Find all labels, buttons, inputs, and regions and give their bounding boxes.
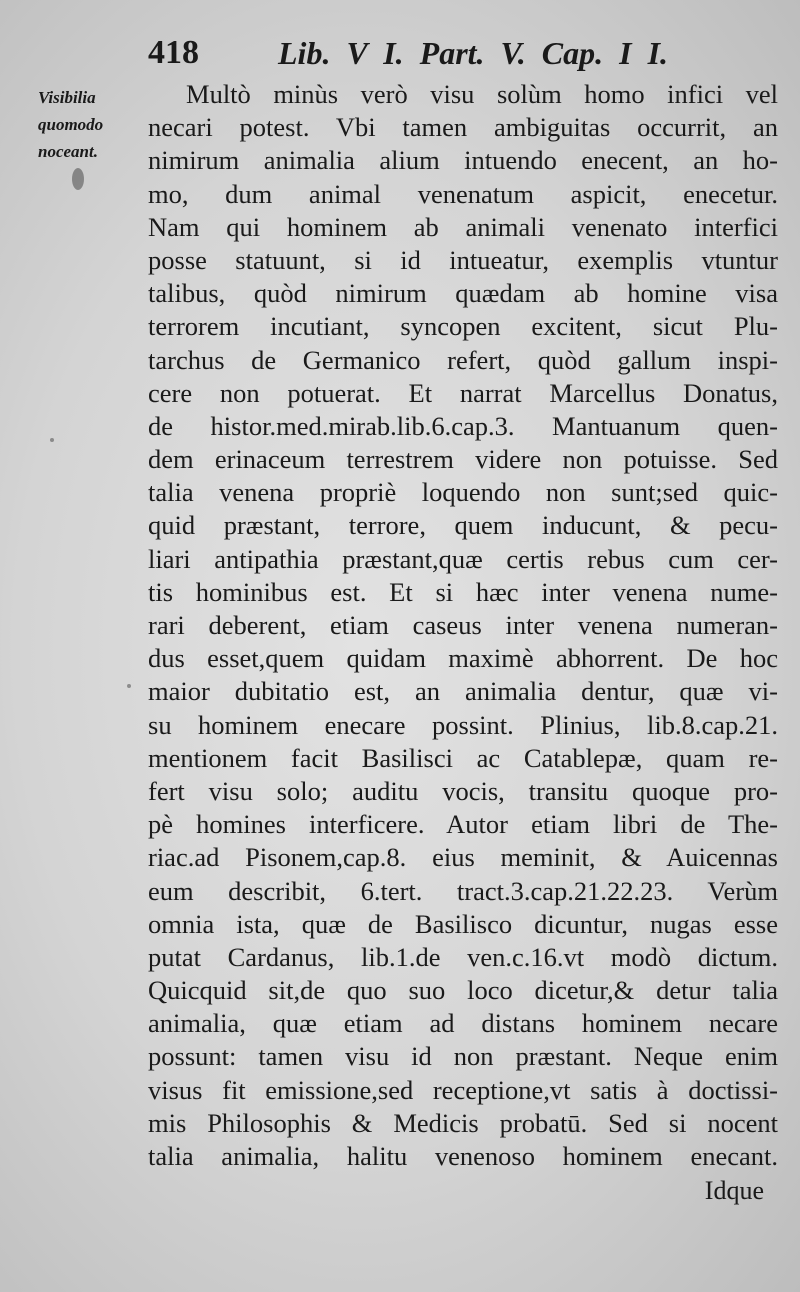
text-line: mo, dum animal venenatum aspicit, enecetur. (148, 178, 778, 209)
text-line: omnia ista, quæ de Basilisco dicuntur, nugas esse (148, 908, 778, 939)
text-line: nimirum animalia alium intuendo enecent, an ho- (148, 145, 778, 176)
ink-smudge (127, 684, 131, 688)
catchword: Idque (704, 1176, 764, 1205)
text-line: riac.ad Pisonem,cap.8. eius meminit, & Auicennas (148, 842, 778, 873)
text-line: terrorem incutiant, syncopen excitent, sicut Plu- (148, 311, 778, 342)
text-line: quid præstant, terrore, quem inducunt, & pecu- (148, 510, 778, 541)
text-line: Nam qui hominem ab animali venenato interfici (148, 211, 778, 242)
running-title: Lib. V I. Part. V. Cap. I I. (278, 35, 669, 71)
text-line: de histor.med.mirab.lib.6.cap.3. Mantuanum quen- (148, 410, 778, 441)
text-line: necari potest. Vbi tamen ambiguitas occurrit, an (148, 112, 778, 143)
text-line: dus esset,quem quidam maximè abhorrent. De hoc (148, 643, 778, 674)
text-line: Multò minùs verò visu solùm homo infici vel (186, 79, 778, 109)
body-text (148, 78, 778, 1173)
text-line: tis hominibus est. Et si hæc inter venena nume- (148, 576, 778, 607)
text-line: talia venena propriè loquendo non sunt;sed quic- (148, 477, 778, 508)
text-line: possunt: tamen visu id non præstant. Neque enim (148, 1041, 778, 1072)
text-line: mis Philosophis & Medicis probatū. Sed si nocent (148, 1107, 778, 1138)
ink-smudge (72, 168, 84, 190)
text-line: visus fit emissione,sed receptione,vt satis à doctissi- (148, 1074, 778, 1105)
text-line: cere non potuerat. Et narrat Marcellus Donatus, (148, 377, 778, 408)
text-line: posse statuunt, si id intueatur, exemplis vtuntur (148, 244, 778, 275)
text-line: animalia, quæ etiam ad distans hominem necare (148, 1008, 778, 1039)
text-line: tarchus de Germanico refert, quòd gallum inspi- (148, 344, 778, 375)
text-line: maior dubitatio est, an animalia dentur, quæ vi- (148, 676, 778, 707)
text-line: pè homines interficere. Autor etiam libri de The- (148, 809, 778, 840)
text-line: rari deberent, etiam caseus inter venena numeran- (148, 610, 778, 640)
text-line: dem erinaceum terrestrem videre non potuisse. Sed (148, 444, 778, 475)
marginal-note-line: noceant. (38, 142, 98, 161)
marginal-note-line: Visibilia (38, 88, 96, 107)
text-line: Quicquid sit,de quo suo loco dicetur,& detur talia (148, 975, 778, 1006)
running-header (148, 30, 788, 76)
text-line: eum describit, 6.tert. tract.3.cap.21.22.23. Verùm (148, 875, 778, 906)
page-number: 418 (148, 34, 199, 71)
ink-smudge (50, 438, 54, 442)
marginal-note-line: quomodo (38, 115, 104, 134)
text-line: talibus, quòd nimirum quædam ab homine visa (148, 278, 778, 309)
text-line: talia animalia, halitu venenoso hominem enecant. (148, 1141, 778, 1171)
marginal-note (38, 84, 148, 165)
text-line: mentionem facit Basilisci ac Catablepæ, quam re- (148, 742, 778, 773)
text-line: su hominem enecare possint. Plinius, lib.8.cap.21. (148, 709, 778, 740)
text-line: putat Cardanus, lib.1.de ven.c.16.vt modò dictum. (148, 941, 778, 972)
text-line: liari antipathia præstant,quæ certis rebus cum cer- (148, 543, 778, 574)
text-line: fert visu solo; auditu vocis, transitu quoque pro- (148, 775, 778, 806)
